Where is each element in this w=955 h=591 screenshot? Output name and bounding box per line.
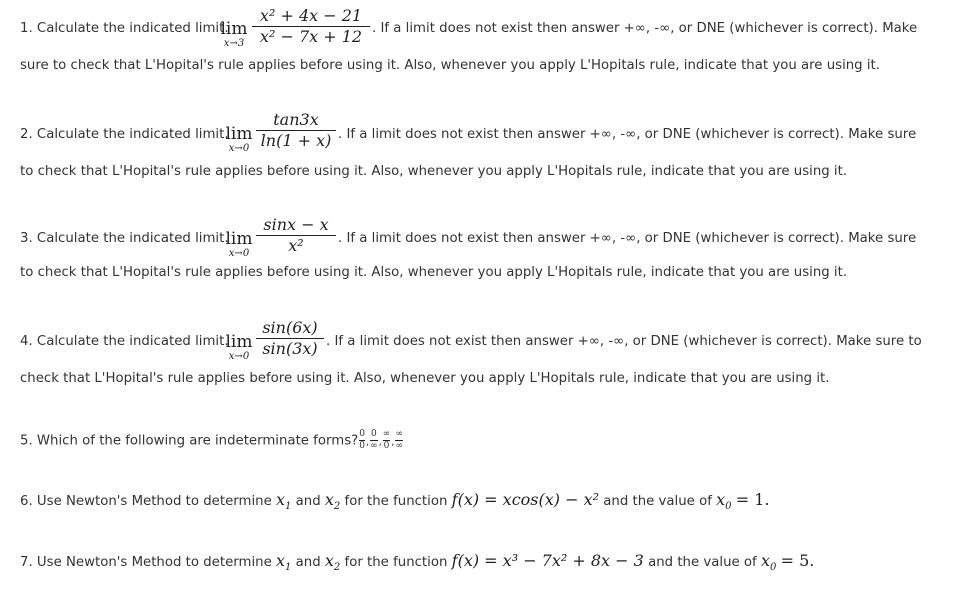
q3-numerator: sinx − x: [263, 215, 329, 234]
q7-x0: $x_0$: [760, 551, 777, 574]
q7-function: f(x) = x³ − 7x² + 8x − 3: [451, 551, 644, 570]
q2-denominator: ln(1 + x): [260, 131, 332, 150]
question-3: [20, 215, 935, 285]
q1-suffix: . If a limit does not exist then answer +∞, -∞, or DNE (whichever is correct). Make: [372, 21, 918, 36]
q6-x1: $x_1$: [275, 490, 292, 513]
q3-suffix: . If a limit does not exist then answer +∞, -∞, or DNE (whichever is correct). Make sure: [338, 231, 917, 246]
q3-denominator: x²: [288, 236, 304, 255]
q5-forms: $\frac{0}{0}$ , $\frac{0}{\infty}$ , $\frac{\infty}{0}$ , $\frac{\infty}{\infty}$: [359, 429, 403, 451]
q3-fraction: [256, 215, 336, 256]
indeterminate-form-3: $\frac{\infty}{0}$: [382, 429, 391, 451]
q1-limit: lim x→3: [220, 19, 248, 49]
question-7: [20, 549, 935, 575]
q2-numerator: tan3x: [273, 110, 319, 129]
question-4: [20, 318, 935, 388]
question-1: [20, 6, 935, 76]
q4-line2: check that L'Hopital's rule applies before using it. Also, whenever you apply L'Hopitals rule, indicate that you are using it.: [20, 371, 830, 386]
q3-line2: to check that L'Hopital's rule applies before using it. Also, whenever you apply L'Hopitals rule, indicate that you are using it.: [20, 265, 848, 280]
q1-fraction: [252, 6, 370, 47]
question-6: [20, 488, 935, 514]
q4-numerator: sin(6x): [262, 318, 318, 337]
indeterminate-form-1: $\frac{0}{0}$: [359, 429, 365, 451]
q4-denominator: sin(3x): [262, 339, 318, 358]
q2-line2: to check that L'Hopital's rule applies before using it. Also, whenever you apply L'Hopitals rule, indicate that you are using it.: [20, 164, 848, 179]
q4-prefix: 4. Calculate the indicated limit.: [20, 334, 229, 349]
question-5: [20, 428, 935, 458]
q3-limit: lim x→0: [225, 229, 253, 259]
q7-x1: $x_1$: [275, 551, 292, 574]
indeterminate-form-2: $\frac{0}{\infty}$: [370, 429, 378, 451]
q7-line: 7. Use Newton's Method to determine $x_1$ and $x_2$ for the function f(x) = x³ − 7x² + 8x − 3 and the value of $x_0 = 5$.: [20, 551, 815, 574]
q2-fraction: [256, 110, 336, 151]
q4-suffix: . If a limit does not exist then answer +∞, -∞, or DNE (whichever is correct). Make sure to: [326, 334, 922, 349]
q6-x2: $x_2$: [324, 490, 341, 513]
q1-denominator: x² − 7x + 12: [259, 27, 363, 46]
indeterminate-form-4: $\frac{\infty}{\infty}$: [395, 429, 403, 451]
q7-x2: $x_2$: [324, 551, 341, 574]
q2-prefix: 2. Calculate the indicated limit.: [20, 127, 229, 142]
q6-x0: $x_0$: [716, 490, 732, 513]
q6-function: f(x) = xcos(x) − x²: [451, 490, 600, 509]
q4-limit: lim x→0: [225, 332, 253, 362]
question-2: [20, 110, 935, 180]
q2-limit: lim x→0: [225, 124, 253, 154]
q4-fraction: [256, 318, 324, 359]
q5-text: 5. Which of the following are indeterminate forms? $\frac{0}{0}$ , $\frac{0}{\infty}$ , $\frac{\infty}{0}$ , $\frac{\infty}{\infty}$: [20, 429, 403, 451]
q1-prefix: 1. Calculate the indicated limit.: [20, 21, 229, 36]
q7-x0-value: = 5.: [780, 551, 815, 570]
q1-numerator: x² + 4x − 21: [259, 6, 363, 25]
q6-line: 6. Use Newton's Method to determine $x_1$ and $x_2$ for the function f(x) = xcos(x) − x² and the value of $x_0 = 1$.: [20, 490, 770, 513]
q6-x0-value: = 1.: [735, 490, 770, 509]
q3-prefix: 3. Calculate the indicated limit.: [20, 231, 229, 246]
q2-suffix: . If a limit does not exist then answer +∞, -∞, or DNE (whichever is correct). Make sure: [338, 127, 917, 142]
q1-line2: sure to check that L'Hopital's rule applies before using it. Also, whenever you apply L'Hopitals rule, indicate that you are using it.: [20, 58, 880, 73]
